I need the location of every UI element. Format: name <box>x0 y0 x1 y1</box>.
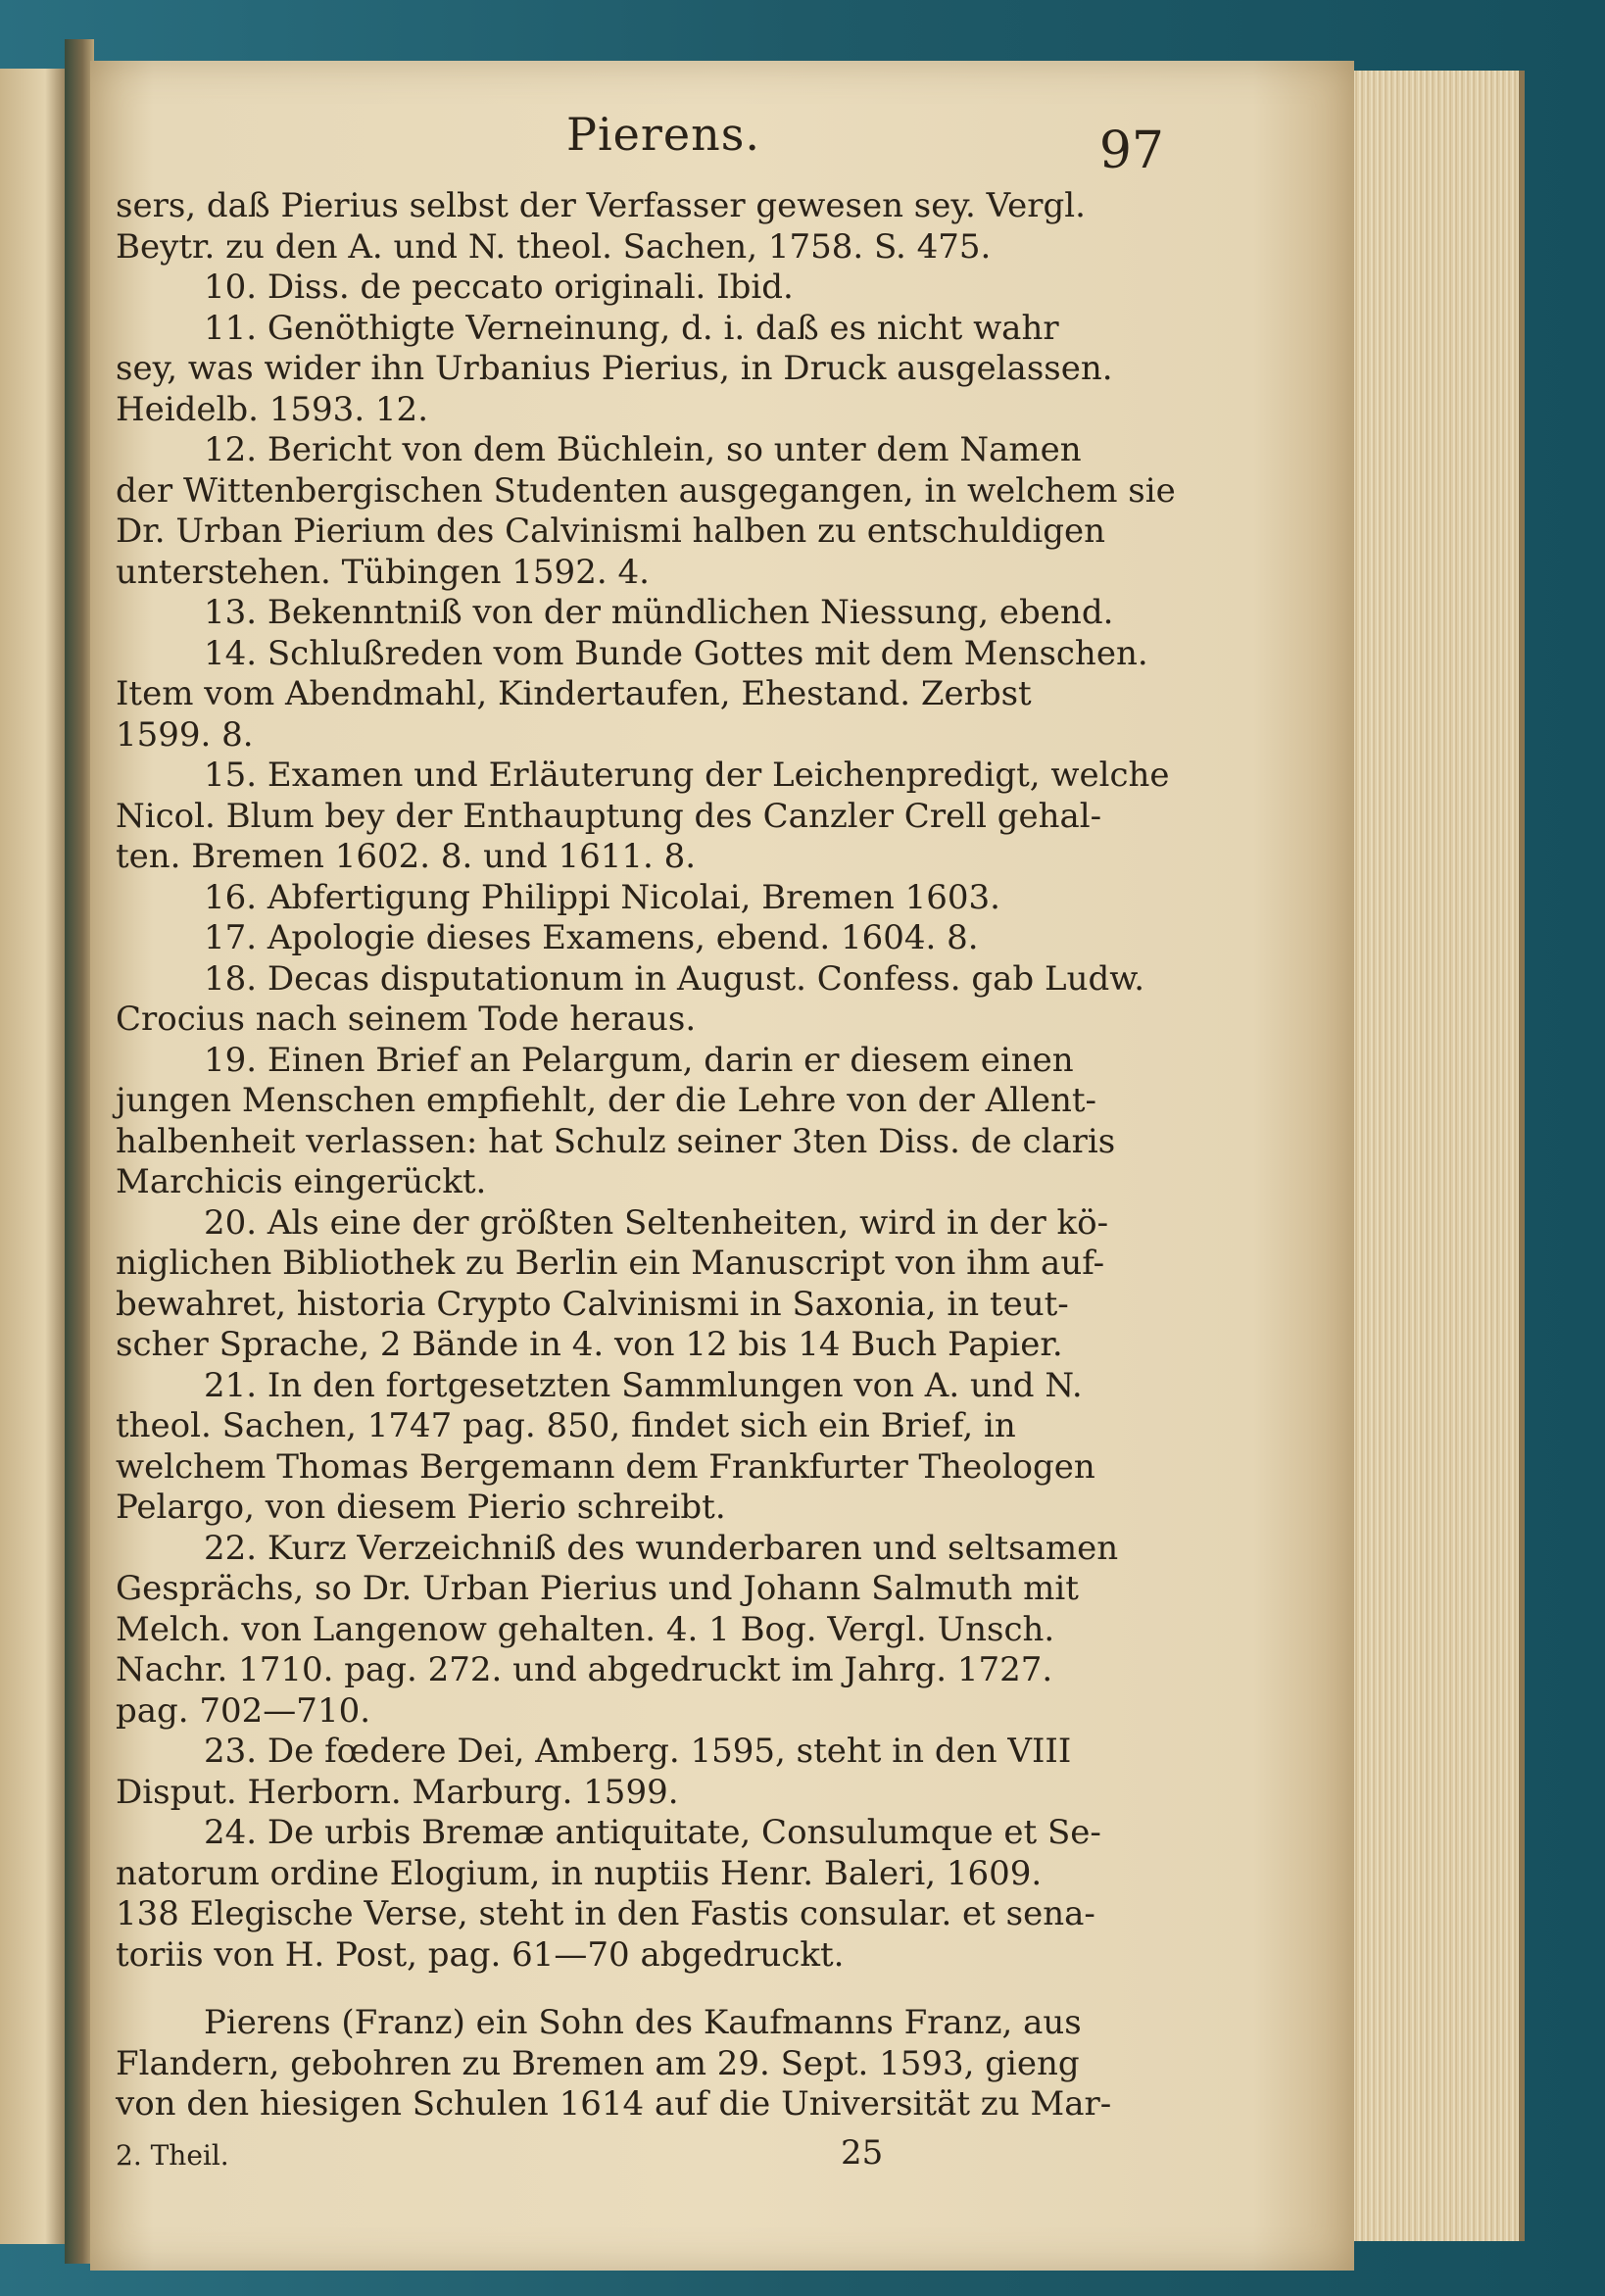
text-line: Beytr. zu den A. und N. theol. Sachen, 1758. S. 475. <box>116 226 992 267</box>
section-gap <box>116 1976 1154 2003</box>
text-line: sers, daß Pierius selbst der Verfasser gewesen sey. Vergl. <box>116 186 1086 225</box>
sheet-number: 25 <box>841 2132 884 2173</box>
text-line: natorum ordine Elogium, in nuptiis Henr. Baleri, 1609. <box>116 1853 1043 1893</box>
biography-entry <box>116 2003 1154 2125</box>
text-line: niglichen Bibliothek zu Berlin ein Manuscript von ihm auf- <box>116 1244 1105 1283</box>
text-line: 11. Genöthigte Verneinung, d. i. daß es nicht wahr <box>204 308 1059 348</box>
bibliography-list <box>116 186 1176 1976</box>
text-line: sey, was wider ihn Urbanius Pierius, in Druck ausgelassen. <box>116 349 1113 388</box>
text-line: 21. In den fortgesetzten Sammlungen von A. und N. <box>204 1365 1083 1405</box>
text-line: Heidelb. 1593. 12. <box>116 389 428 429</box>
text-line: 17. Apologie dieses Examens, ebend. 1604. 8. <box>204 918 979 957</box>
entry-line: Flandern, gebohren zu Bremen am 29. Sept. 1593, gieng <box>116 2043 1080 2083</box>
page-text <box>116 108 1176 2178</box>
text-line: unterstehen. Tübingen 1592. 4. <box>116 552 650 592</box>
text-line: Dr. Urban Pierium des Calvinismi halben zu entschuldigen <box>116 512 1106 551</box>
text-line: theol. Sachen, 1747 pag. 850, findet sich ein Brief, in <box>116 1406 1016 1445</box>
entry-line: Pierens (Franz) ein Sohn des Kaufmanns Franz, aus <box>204 2003 1082 2042</box>
text-line: 1599. 8. <box>116 714 254 755</box>
page-stack-edge <box>1352 71 1525 2241</box>
volume-signature: 2. Theil. <box>116 2138 229 2172</box>
text-line: jungen Menschen empfiehlt, der die Lehre von der Allent- <box>116 1081 1097 1120</box>
text-line: 14. Schlußreden vom Bunde Gottes mit dem Menschen. <box>204 633 1148 673</box>
text-line: bewahret, historia Crypto Calvinismi in Saxonia, in teut- <box>116 1284 1069 1324</box>
text-line: 12. Bericht von dem Büchlein, so unter dem Namen <box>204 430 1082 469</box>
left-page-edge <box>0 69 68 2244</box>
page-header <box>116 108 1164 186</box>
text-line: Nicol. Blum bey der Enthauptung des Canzler Crell gehal- <box>116 796 1102 836</box>
text-line: ten. Bremen 1602. 8. und 1611. 8. <box>116 837 697 876</box>
text-line: der Wittenbergischen Studenten ausgegangen, in welchem sie <box>116 470 1176 511</box>
text-line: Melch. von Langenow gehalten. 4. 1 Bog. Vergl. Unsch. <box>116 1609 1055 1649</box>
text-line: 22. Kurz Verzeichniß des wunderbaren und seltsamen <box>204 1528 1119 1568</box>
text-line: 15. Examen und Erläuterung der Leichenpredigt, welche <box>204 756 1170 795</box>
text-line: 10. Diss. de peccato originali. Ibid. <box>204 268 794 307</box>
text-line: 138 Elegische Verse, steht in den Fastis consular. et sena- <box>116 1894 1095 1933</box>
text-line: welchem Thomas Bergemann dem Frankfurter Theologen <box>116 1446 1095 1487</box>
text-line: 20. Als eine der größten Seltenheiten, wird in der kö- <box>204 1202 1109 1243</box>
text-line: 23. De fœdere Dei, Amberg. 1595, steht in den VIII <box>204 1732 1072 1771</box>
text-line: 18. Decas disputationum in August. Confess. gab Ludw. <box>204 958 1145 999</box>
text-line: halbenheit verlassen: hat Schulz seiner 3ten Diss. de claris <box>116 1121 1116 1161</box>
text-line: 24. De urbis Bremæ antiquitate, Consulumque et Se- <box>204 1813 1101 1852</box>
text-line: Nachr. 1710. pag. 272. und abgedruckt im Jahrg. 1727. <box>116 1650 1053 1689</box>
text-line: Marchicis eingerückt. <box>116 1162 487 1201</box>
text-line: Pelargo, von diesem Pierio schreibt. <box>116 1488 726 1527</box>
entry-line: von den hiesigen Schulen 1614 auf die Universität zu Mar- <box>116 2084 1112 2124</box>
page-number: 97 <box>1098 122 1164 180</box>
text-line: Gesprächs, so Dr. Urban Pierius und Johann Salmuth mit <box>116 1569 1079 1608</box>
text-line: toriis von H. Post, pag. 61—70 abgedruckt. <box>116 1934 845 1975</box>
text-line: 19. Einen Brief an Pelargum, darin er diesem einen <box>204 1040 1074 1080</box>
text-line: scher Sprache, 2 Bände in 4. von 12 bis 14 Buch Papier. <box>116 1325 1063 1364</box>
text-line: Crocius nach seinem Tode heraus. <box>116 1000 697 1039</box>
text-line: 16. Abfertigung Philippi Nicolai, Bremen 1603. <box>204 877 1000 917</box>
running-head: Pierens. <box>566 108 760 161</box>
page-footer <box>116 2132 1154 2178</box>
text-line: 13. Bekenntniß von der mündlichen Niessung, ebend. <box>204 593 1114 632</box>
text-line: Disput. Herborn. Marburg. 1599. <box>116 1772 679 1812</box>
text-line: pag. 702—710. <box>116 1690 371 1731</box>
text-line: Item vom Abendmahl, Kindertaufen, Ehestand. Zerbst <box>116 674 1032 713</box>
